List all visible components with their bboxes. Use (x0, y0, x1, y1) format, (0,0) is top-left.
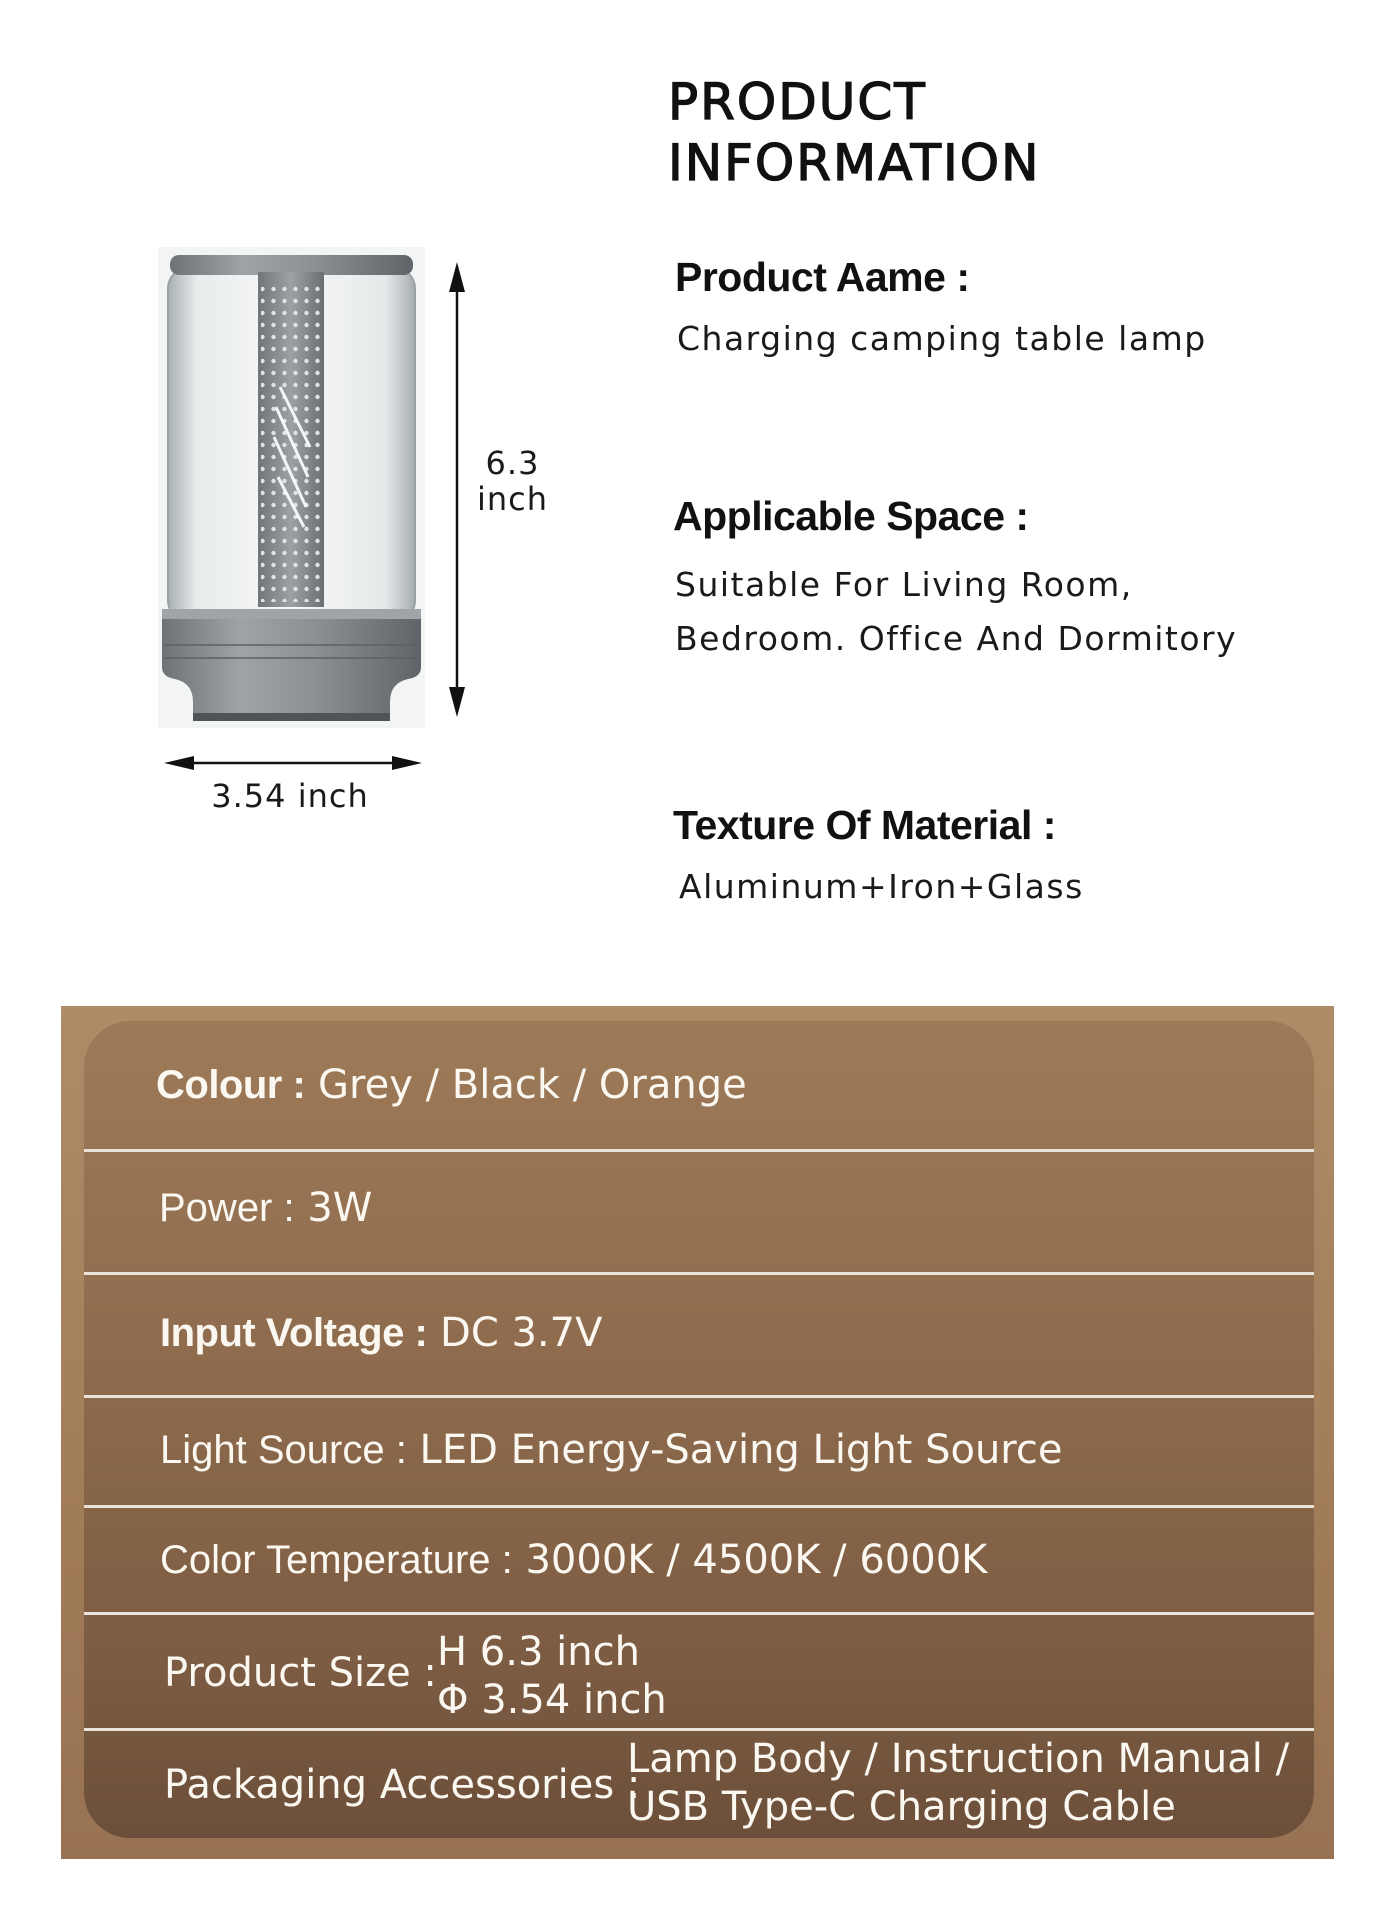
packaging-line1: Lamp Body / Instruction Manual / (627, 1736, 1290, 1782)
width-label: 3.54 inch (211, 777, 369, 815)
spec-divider (84, 1612, 1314, 1615)
page-title-line1: PRODUCT (668, 73, 927, 131)
packaging-value (627, 1735, 1289, 1831)
height-unit: inch (476, 480, 549, 518)
width-arrow-icon (164, 750, 422, 776)
lamp-icon (158, 247, 425, 728)
spec-row-power (159, 1185, 372, 1231)
product-size-height: H 6.3 inch (437, 1629, 640, 1675)
applicable-space-line2: Bedroom. Office And Dormitory (675, 619, 1238, 658)
applicable-space-label: Applicable Space : (673, 493, 1029, 539)
applicable-space-line1: Suitable For Living Room, (675, 565, 1133, 604)
spec-divider (84, 1728, 1314, 1731)
applicable-space-value (675, 558, 1237, 666)
material-value: Aluminum+Iron+Glass (679, 867, 1084, 906)
spec-row-light-source (160, 1427, 1062, 1473)
product-name-label: Product Aame : (675, 254, 970, 300)
spec-row-color-temperature (160, 1537, 987, 1583)
product-size-value (437, 1628, 667, 1724)
height-arrow-icon (442, 262, 472, 717)
product-size-diameter: Φ 3.54 inch (437, 1677, 667, 1723)
material-label: Texture Of Material : (673, 802, 1056, 848)
product-name-value: Charging camping table lamp (677, 319, 1207, 358)
spec-row-voltage (160, 1310, 602, 1356)
light-source-value: LED Energy-Saving Light Source (419, 1427, 1063, 1473)
spec-divider (84, 1395, 1314, 1398)
page-title-line2: INFORMATION (668, 134, 1041, 192)
spec-divider (84, 1505, 1314, 1508)
height-value: 6.3 (485, 444, 540, 482)
voltage-value: DC 3.7V (440, 1310, 603, 1356)
light-source-label: Light Source : (160, 1428, 407, 1472)
spec-divider (84, 1272, 1314, 1275)
spec-divider (84, 1149, 1314, 1152)
height-label (470, 445, 555, 517)
power-value: 3W (307, 1185, 373, 1231)
packaging-label: Packaging Accessories : (164, 1762, 641, 1808)
product-size-label: Product Size : (164, 1650, 437, 1696)
packaging-line2: USB Type-C Charging Cable (627, 1784, 1176, 1830)
voltage-label: Input Voltage : (160, 1311, 428, 1355)
colour-label: Colour : (156, 1063, 306, 1107)
color-temperature-label: Color Temperature : (160, 1538, 513, 1582)
colour-value: Grey / Black / Orange (318, 1062, 747, 1108)
page-title (668, 72, 1041, 194)
power-label: Power : (159, 1186, 295, 1230)
lamp-image (158, 247, 425, 728)
color-temperature-value: 3000K / 4500K / 6000K (525, 1537, 988, 1583)
spec-row-colour (156, 1062, 747, 1108)
